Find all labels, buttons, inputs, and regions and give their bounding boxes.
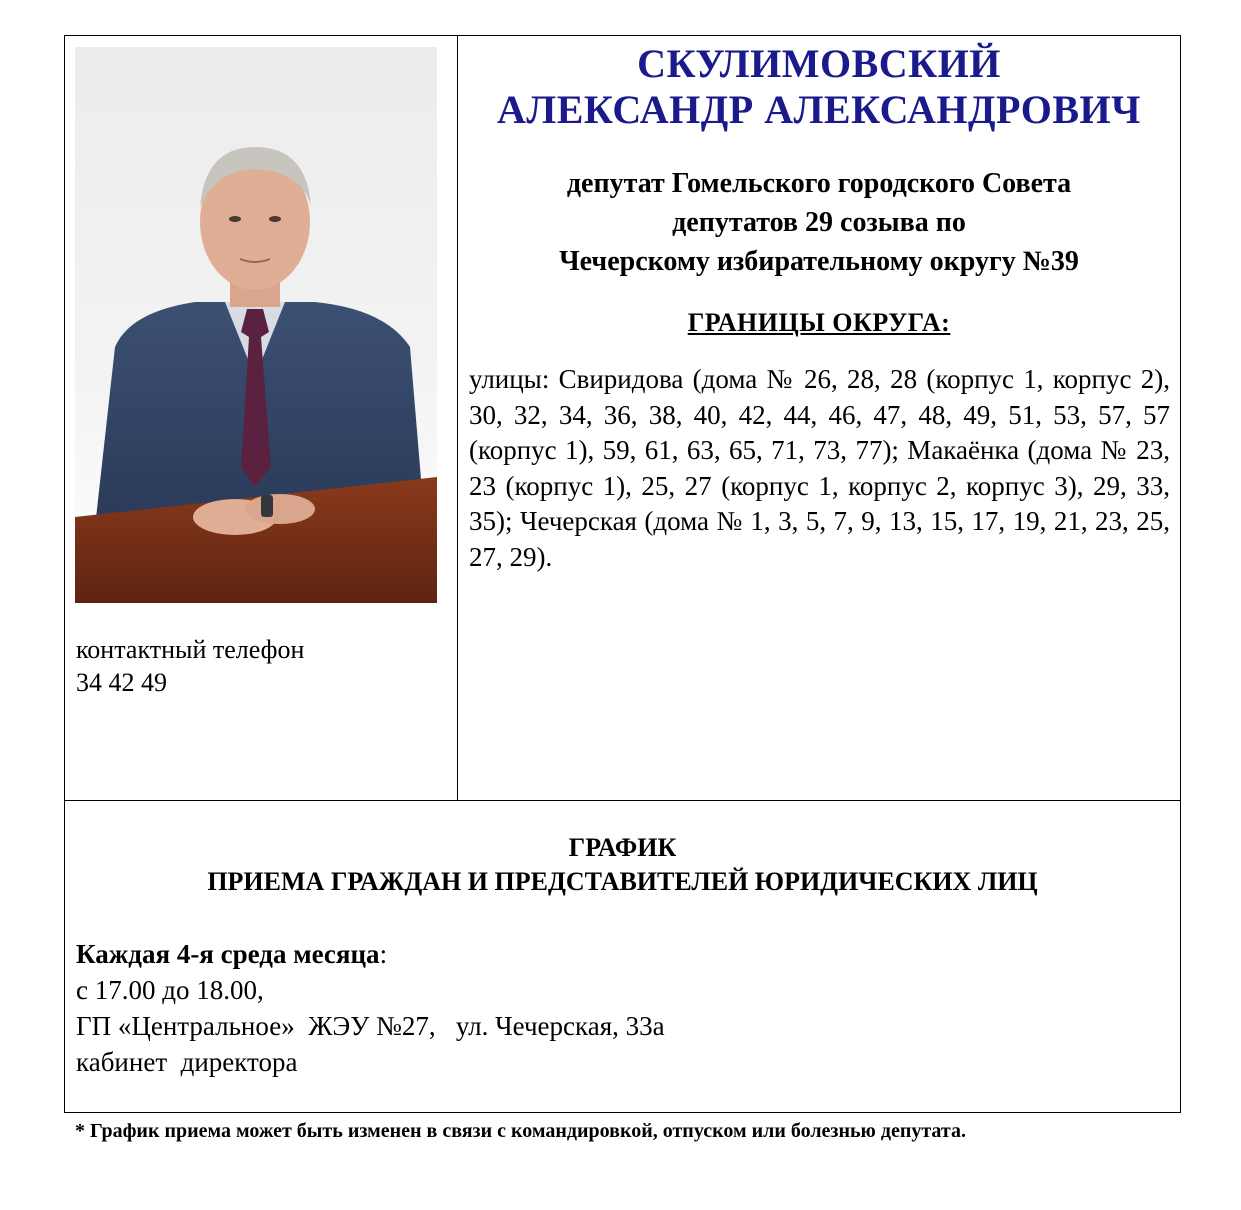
- schedule-title: [65, 831, 1180, 899]
- position-line-1: депутат Гомельского городского Совета: [566, 168, 1072, 199]
- schedule-place: ГП «Центральное» ЖЭУ №27, ул. Чечерская, 33а: [76, 1011, 665, 1041]
- info-column: [458, 36, 1180, 800]
- schedule-details: [76, 936, 665, 1080]
- schedule-time: с 17.00 до 18.00,: [76, 975, 264, 1005]
- schedule-room: кабинет директора: [76, 1047, 298, 1077]
- deputy-info-card: [64, 35, 1181, 1113]
- portrait-image: [75, 47, 437, 603]
- contact-phone: 34 42 49: [76, 668, 167, 697]
- deputy-surname: СКУЛИМОВСКИЙ: [637, 41, 1001, 86]
- schedule-footnote: * График приема может быть изменен в связи с командировкой, отпуском или болезнью депутата.: [75, 1120, 966, 1142]
- schedule-title-line-2: ПРИЕМА ГРАЖДАН И ПРЕДСТАВИТЕЛЕЙ ЮРИДИЧЕСКИХ ЛИЦ: [207, 867, 1038, 896]
- photo-column: [65, 36, 458, 800]
- top-row: [65, 36, 1180, 801]
- schedule-title-line-1: ГРАФИК: [568, 833, 677, 862]
- schedule-day: [76, 936, 665, 972]
- contact-label: контактный телефон: [76, 635, 305, 664]
- schedule-section: [65, 801, 1180, 1112]
- district-bounds-title: ГРАНИЦЫ ОКРУГА:: [687, 308, 951, 337]
- schedule-day-colon: :: [379, 939, 388, 969]
- deputy-name: [458, 41, 1180, 133]
- position-line-3: Чечерскому избирательному округу №39: [559, 246, 1079, 277]
- position-line-2: депутатов 29 созыва по: [672, 207, 966, 238]
- schedule-day-bold: Каждая 4-я среда месяца: [76, 939, 380, 969]
- deputy-given-names: АЛЕКСАНДР АЛЕКСАНДРОВИЧ: [497, 87, 1141, 132]
- deputy-position: [458, 164, 1180, 281]
- district-bounds-text: улицы: Свиридова (дома № 26, 28, 28 (корпус 1, корпус 2), 30, 32, 34, 36, 38, 40, 42, 44, 46, 47, 48, 49, 51, 53, 57, 57 (корпус 1), 59, 61, 63, 65, 71, 73, 77); Макаёнка (дома № 23, 23 (корпус 1), 25, 27 (корпус 1, корпус 2, корпус 3), 29, 33, 35); Чечерская (дома № 1, 3, 5, 7, 9, 13, 15, 17, 19, 21, 23, 25, 27, 29).: [469, 364, 1170, 572]
- deputy-photo: [75, 47, 437, 603]
